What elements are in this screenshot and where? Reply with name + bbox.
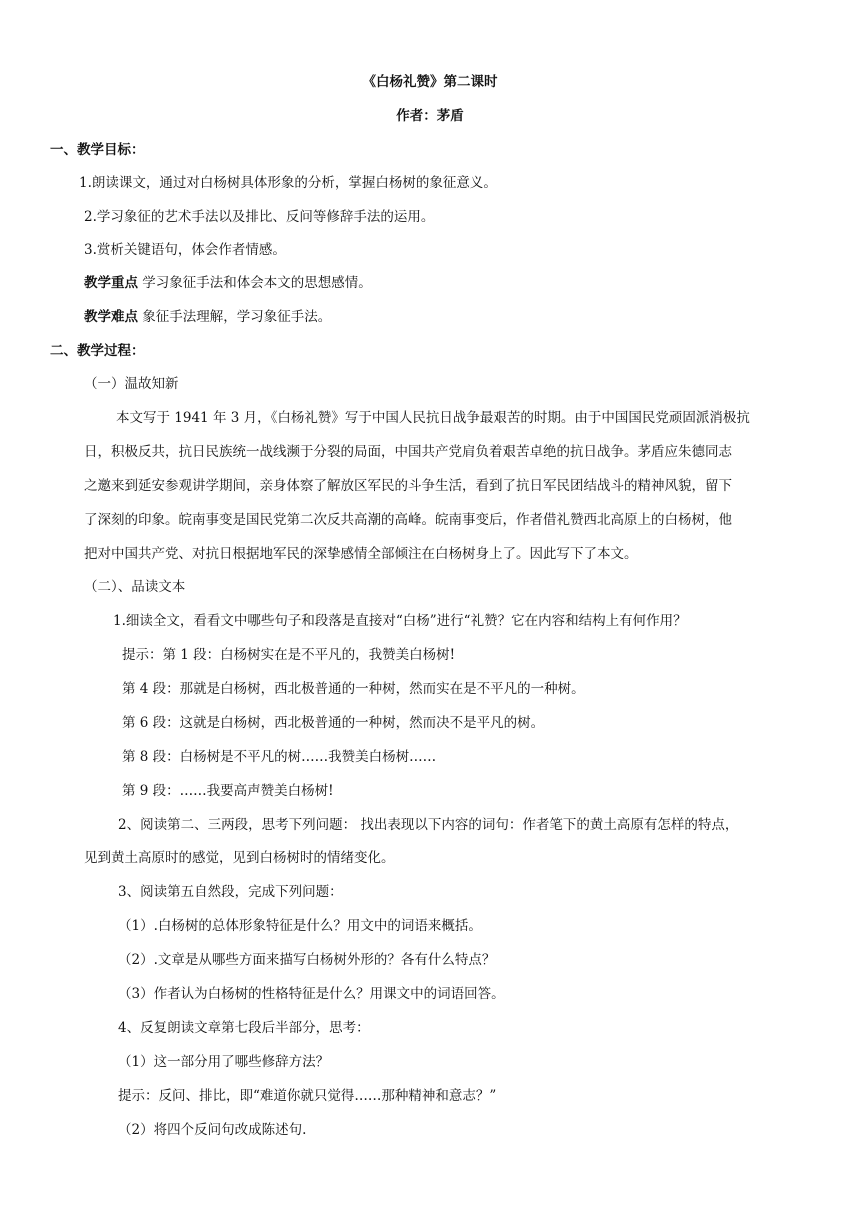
document-author: 作者：茅盾 xyxy=(396,108,464,124)
paragraph-line: 把对中国共产党、对抗日根据地军民的深挚感情全部倾注在白杨树身上了。因此写下了本文。 xyxy=(84,546,638,562)
section-heading-goals: 一、教学目标： xyxy=(50,142,145,158)
question-4: 4、反复朗读文章第七段后半部分，思考： xyxy=(118,1020,370,1036)
hint-line: 第 8 段：白杨树是不平凡的树……我赞美白杨树…… xyxy=(122,749,437,765)
hint-line: 第 6 段：这就是白杨树，西北极普通的一种树，然而决不是平凡的树。 xyxy=(122,715,545,731)
question-3-item: （1）.白杨树的总体形象特征是什么？用文中的词语来概括。 xyxy=(118,918,482,934)
question-2: 2、阅读第二、三两段，思考下列问题： 找出表现以下内容的词句：作者笔下的黄土高原有怎样的特点， xyxy=(118,817,739,833)
key-point-text: 学习象征手法和体会本文的思想感情。 xyxy=(142,275,372,291)
goal-item: 3.赏析关键语句，体会作者情感。 xyxy=(84,242,286,258)
key-point-label: 教学重点 xyxy=(84,275,138,291)
question-2-continued: 见到黄土高原时的感觉，见到白杨树时的情绪变化。 xyxy=(84,850,395,866)
paragraph-line: 之邀来到延安参观讲学期间，亲身体察了解放区军民的斗争生活，看到了抗日军民团结战斗的精神风貌，留下 xyxy=(84,478,732,494)
question-1: 1.细读全文，看看文中哪些句子和段落是直接对“白杨”进行“礼赞？它在内容和结构上有何作用？ xyxy=(113,613,687,629)
question-3-item: （3）作者认为白杨树的性格特征是什么？用课文中的词语回答。 xyxy=(118,986,505,1002)
difficulty-label: 教学难点 xyxy=(84,309,138,325)
goal-item: 1.朗读课文，通过对白杨树具体形象的分析，掌握白杨树的象征意义。 xyxy=(79,175,497,191)
paragraph-line: 本文写于 1941 年 3 月，《白杨礼赞》写于中国人民抗日战争最艰苦的时期。由于中国国民党顽固派消极抗 xyxy=(116,410,750,426)
paragraph-line: 了深刻的印象。皖南事变是国民党第二次反共高潮的高峰。皖南事变后，作者借礼赞西北高原上的白杨树，他 xyxy=(84,512,732,528)
hint-line: 第 9 段：……我要高声赞美白杨树! xyxy=(122,783,334,799)
question-3: 3、阅读第五自然段，完成下列问题： xyxy=(118,884,343,900)
difficulty-line xyxy=(84,307,331,327)
document-title: 《白杨礼赞》第二课时 xyxy=(362,74,498,90)
hint-line: 第 4 段：那就是白杨树，西北极普通的一种树，然而实在是不平凡的一种树。 xyxy=(122,681,585,697)
key-point-line xyxy=(84,273,372,293)
hint-line: 提示：第 1 段：白杨树实在是不平凡的，我赞美白杨树! xyxy=(122,647,456,663)
question-4-hint: 提示：反问、排比，即“难道你就只觉得……那种精神和意志？” xyxy=(118,1088,497,1104)
goal-item: 2.学习象征的艺术手法以及排比、反问等修辞手法的运用。 xyxy=(84,209,435,225)
difficulty-text: 象征手法理解，学习象征手法。 xyxy=(142,309,332,325)
subsection-heading: （二）、品读文本 xyxy=(84,579,186,595)
paragraph-line: 日，积极反共，抗日民族统一战线濒于分裂的局面，中国共产党肩负着艰苦卓绝的抗日战争。茅盾应朱德同志 xyxy=(84,444,732,460)
question-4-item: （2）将四个反问句改成陈述句. xyxy=(118,1122,307,1138)
section-heading-process: 二、教学过程： xyxy=(50,343,145,359)
question-3-item: （2）.文章是从哪些方面来描写白杨树外形的？各有什么特点？ xyxy=(118,952,496,968)
question-4-item: （1）这一部分用了哪些修辞方法？ xyxy=(118,1054,330,1070)
subsection-heading: （一）温故知新 xyxy=(84,376,179,392)
